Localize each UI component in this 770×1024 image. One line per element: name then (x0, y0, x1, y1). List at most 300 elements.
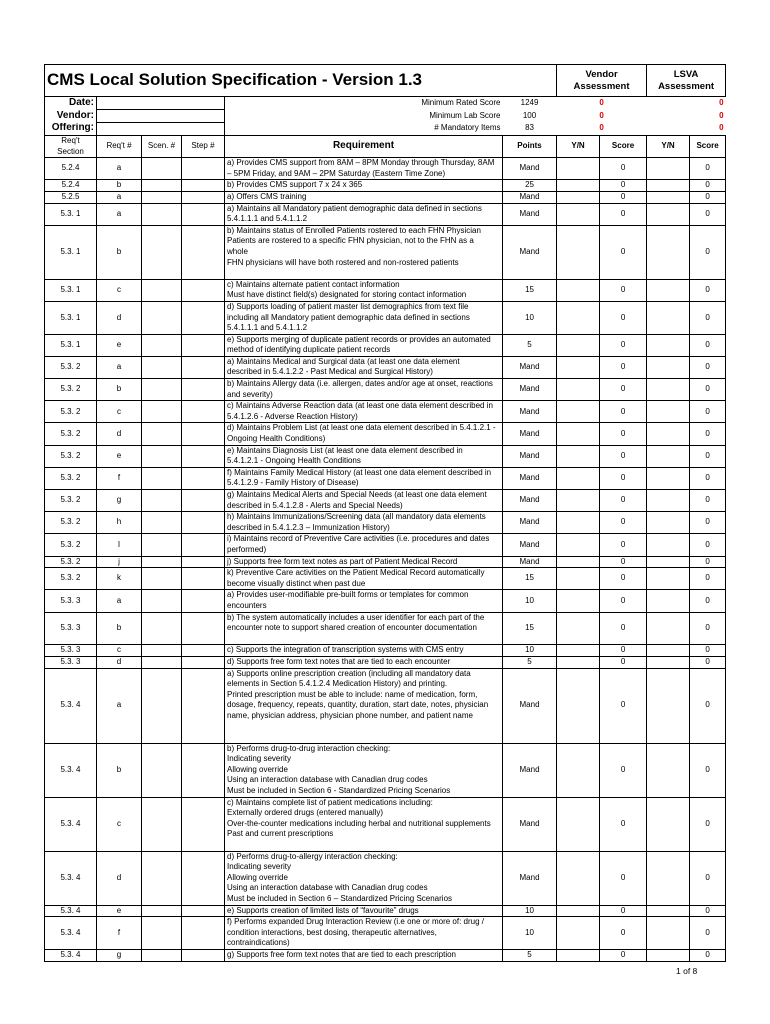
lsva-score-cell: 0 (690, 917, 726, 950)
vendor-score-cell: 0 (600, 512, 647, 534)
requirement-line: dosage, frequency, repeats, quantity, duration, start date, notes, physician (227, 700, 489, 710)
step-cell[interactable] (182, 656, 225, 668)
lsva-yn-cell[interactable] (647, 379, 690, 401)
vendor-score-cell: 0 (600, 301, 647, 334)
lsva-yn-cell[interactable] (647, 191, 690, 203)
reqt-num-cell: j (97, 556, 142, 568)
requirement-cell (225, 612, 503, 645)
lsva-score-cell: 0 (690, 905, 726, 917)
reqt-section-cell: 5.3. 4 (45, 851, 97, 905)
lsva-yn-cell[interactable] (647, 668, 690, 743)
requirement-line: a) Supports online prescription creation (including all mandatory data (227, 668, 471, 678)
step-cell[interactable] (182, 423, 225, 445)
vendor-score-cell: 0 (600, 180, 647, 192)
reqt-num-cell: I (97, 534, 142, 556)
lsva-yn-cell[interactable] (647, 556, 690, 568)
vendor-score-cell: 0 (600, 656, 647, 668)
table-row (45, 568, 726, 590)
points-cell: Mand (503, 356, 557, 378)
offering-label: Offering: (45, 123, 97, 136)
step-cell[interactable] (182, 556, 225, 568)
requirement-line: Indicating severity (227, 754, 292, 764)
lsva-yn-cell[interactable] (647, 851, 690, 905)
lsva-yn-cell[interactable] (647, 743, 690, 797)
vendor-score-cell: 0 (600, 797, 647, 851)
vendor-yn-cell[interactable] (557, 905, 600, 917)
col-vendor-yn: Y/N (557, 136, 600, 158)
vendor-field[interactable] (97, 110, 225, 123)
vendor-yn-cell[interactable] (557, 612, 600, 645)
vendor-yn-cell[interactable] (557, 512, 600, 534)
col-points: Points (503, 136, 557, 158)
points-cell: Mand (503, 191, 557, 203)
points-cell: 5 (503, 656, 557, 668)
scen-cell[interactable] (142, 612, 182, 645)
requirement-line: Patients are rostered to a specific FHN physician, not to the FHN as a (227, 236, 474, 246)
vendor-score-cell: 0 (600, 590, 647, 612)
vendor-score-cell: 0 (600, 279, 647, 301)
requirement-line (227, 721, 500, 732)
step-cell[interactable] (182, 797, 225, 851)
requirement-line: e) Supports creation of limited lists of “favourite” drugs (227, 905, 419, 915)
lsva-score-cell: 0 (690, 568, 726, 590)
requirement-line: 5.4.1.1.1 and 5.4.1.1.2 (227, 323, 308, 333)
requirement-line: a) Provides CMS support from 8AM – 8PM Monday through Thursday, 8AM (227, 158, 495, 168)
vendor-yn-cell[interactable] (557, 534, 600, 556)
vendor-yn-cell[interactable] (557, 656, 600, 668)
step-cell[interactable] (182, 905, 225, 917)
col-reqt-num: Req't # (97, 136, 142, 158)
step-cell[interactable] (182, 225, 225, 279)
date-field[interactable] (97, 97, 225, 110)
reqt-section-cell: 5.3. 1 (45, 203, 97, 225)
table-row (45, 534, 726, 556)
requirement-line: become visually distinct when past due (227, 578, 366, 588)
lsva-yn-cell[interactable] (647, 490, 690, 512)
lsva-min-rated-score: 0 (719, 97, 724, 107)
requirement-cell (225, 490, 503, 512)
reqt-num-cell: c (97, 279, 142, 301)
step-cell[interactable] (182, 356, 225, 378)
step-cell[interactable] (182, 301, 225, 334)
vendor-min-lab-score: 0 (599, 110, 604, 120)
lsva-score-cell: 0 (690, 668, 726, 743)
scen-cell[interactable] (142, 743, 182, 797)
requirement-line: f) Maintains Family Medical History (at least one data element described in (227, 467, 492, 477)
lsva-yn-cell[interactable] (647, 905, 690, 917)
reqt-num-cell: d (97, 656, 142, 668)
reqt-num-cell: a (97, 356, 142, 378)
vendor-score-cell: 0 (600, 917, 647, 950)
requirement-cell (225, 334, 503, 356)
lsva-yn-cell[interactable] (647, 301, 690, 334)
reqt-num-cell: c (97, 797, 142, 851)
lsva-yn-cell[interactable] (647, 158, 690, 180)
lsva-yn-cell[interactable] (647, 467, 690, 489)
table-row (45, 917, 726, 950)
points-cell: Mand (503, 467, 557, 489)
table-row (45, 279, 726, 301)
requirement-cell (225, 301, 503, 334)
vendor-score-cell: 0 (600, 612, 647, 645)
step-cell[interactable] (182, 568, 225, 590)
lsva-yn-cell[interactable] (647, 612, 690, 645)
scen-cell[interactable] (142, 334, 182, 356)
requirement-cell (225, 191, 503, 203)
vendor-yn-cell[interactable] (557, 379, 600, 401)
vendor-yn-cell[interactable] (557, 568, 600, 590)
points-cell: Mand (503, 512, 557, 534)
vendor-yn-cell[interactable] (557, 490, 600, 512)
requirement-line: e) Maintains Diagnosis List (at least one data element described in (227, 445, 463, 455)
reqt-num-cell: a (97, 668, 142, 743)
lsva-score-cell: 0 (690, 401, 726, 423)
vendor-yn-cell[interactable] (557, 191, 600, 203)
step-cell[interactable] (182, 512, 225, 534)
scen-cell[interactable] (142, 905, 182, 917)
vendor-score-cell: 0 (600, 645, 647, 657)
lsva-yn-cell[interactable] (647, 949, 690, 961)
step-cell[interactable] (182, 851, 225, 905)
scen-cell[interactable] (142, 356, 182, 378)
lsva-yn-cell[interactable] (647, 279, 690, 301)
scen-cell[interactable] (142, 917, 182, 950)
step-cell[interactable] (182, 668, 225, 743)
requirement-cell (225, 534, 503, 556)
scen-cell[interactable] (142, 379, 182, 401)
requirement-line: a) Maintains Medical and Surgical data (at least one data element (227, 356, 460, 366)
requirement-line: d) Performs drug-to-allergy interaction checking: (227, 851, 398, 861)
requirement-line: j) Supports free form text notes as part of Patient Medical Record (227, 556, 458, 566)
offering-field[interactable] (97, 123, 225, 136)
lsva-yn-cell[interactable] (647, 917, 690, 950)
reqt-num-cell: g (97, 490, 142, 512)
requirement-line: c) Supports the integration of transcription systems with CMS entry (227, 645, 464, 655)
lsva-yn-cell[interactable] (647, 356, 690, 378)
scen-cell[interactable] (142, 423, 182, 445)
step-cell[interactable] (182, 534, 225, 556)
lsva-yn-cell[interactable] (647, 797, 690, 851)
reqt-num-cell: a (97, 203, 142, 225)
vendor-mand-items-score: 0 (599, 123, 604, 133)
requirement-cell (225, 356, 503, 378)
vendor-yn-cell[interactable] (557, 423, 600, 445)
requirement-line: encounter note to support shared creation of encounter documentation (227, 623, 477, 633)
requirement-line: FHN physicians will have both rostered and non-rostered patients (227, 257, 459, 267)
requirement-line: described in 5.4.1.2.2 - Past Medical and Surgical History) (227, 367, 433, 377)
step-cell[interactable] (182, 590, 225, 612)
requirement-line: whole (227, 246, 248, 256)
requirement-cell (225, 590, 503, 612)
vendor-score-cell: 0 (600, 534, 647, 556)
points-cell: 10 (503, 301, 557, 334)
requirement-cell (225, 797, 503, 851)
vendor-yn-cell[interactable] (557, 401, 600, 423)
doc-title: CMS Local Solution Specification - Version 1.3 (45, 65, 557, 97)
requirement-line: 5.4.1.2.6 - Adverse Reaction History) (227, 411, 358, 421)
table-row (45, 423, 726, 445)
lsva-yn-cell[interactable] (647, 656, 690, 668)
vendor-assessment-header: Vendor Assessment (557, 65, 647, 97)
scen-cell[interactable] (142, 279, 182, 301)
vendor-yn-cell[interactable] (557, 797, 600, 851)
reqt-num-cell: a (97, 590, 142, 612)
col-requirement: Requirement (225, 136, 503, 158)
step-cell[interactable] (182, 612, 225, 645)
reqt-section-cell: 5.3. 2 (45, 356, 97, 378)
points-cell: 10 (503, 905, 557, 917)
reqt-section-cell: 5.3. 2 (45, 379, 97, 401)
date-label: Date: (45, 97, 97, 110)
vendor-yn-cell[interactable] (557, 851, 600, 905)
lsva-score-cell: 0 (690, 512, 726, 534)
requirement-line (227, 840, 500, 851)
table-row (45, 334, 726, 356)
vendor-yn-cell[interactable] (557, 467, 600, 489)
min-rated-label: Minimum Rated Score (421, 97, 501, 107)
requirement-line: k) Preventive Care activities on the Patient Medical Record automatically (227, 568, 485, 578)
step-cell[interactable] (182, 743, 225, 797)
table-row (45, 379, 726, 401)
scen-cell[interactable] (142, 445, 182, 467)
vendor-yn-cell[interactable] (557, 225, 600, 279)
step-cell[interactable] (182, 645, 225, 657)
step-cell[interactable] (182, 379, 225, 401)
requirement-cell (225, 743, 503, 797)
points-cell: 10 (503, 917, 557, 950)
scen-cell[interactable] (142, 158, 182, 180)
lsva-score-cell: 0 (690, 556, 726, 568)
lsva-score-cell: 0 (690, 203, 726, 225)
mand-items-label: # Mandatory Items (434, 123, 501, 133)
step-cell[interactable] (182, 445, 225, 467)
reqt-section-cell: 5.3. 2 (45, 556, 97, 568)
reqt-section-cell: 5.3. 2 (45, 512, 97, 534)
reqt-section-cell: 5.3. 4 (45, 743, 97, 797)
lsva-score-cell: 0 (690, 656, 726, 668)
requirement-line: Must have distinct field(s) designated for storing contact information (227, 290, 467, 300)
vendor-yn-cell[interactable] (557, 645, 600, 657)
lsva-yn-cell[interactable] (647, 203, 690, 225)
reqt-num-cell: c (97, 645, 142, 657)
table-row (45, 401, 726, 423)
min-lab-label: Minimum Lab Score (429, 110, 501, 120)
vendor-yn-cell[interactable] (557, 590, 600, 612)
requirement-line: e) Supports merging of duplicate patient records or provides an automated (227, 334, 491, 344)
scen-cell[interactable] (142, 656, 182, 668)
reqt-num-cell: b (97, 612, 142, 645)
reqt-section-cell: 5.3. 4 (45, 949, 97, 961)
lsva-score-cell: 0 (690, 334, 726, 356)
lsva-yn-cell[interactable] (647, 334, 690, 356)
lsva-yn-cell[interactable] (647, 445, 690, 467)
requirement-line: Externally ordered drugs (entered manually) (227, 808, 384, 818)
col-lsva-yn: Y/N (647, 136, 690, 158)
step-cell[interactable] (182, 191, 225, 203)
lsva-yn-cell[interactable] (647, 401, 690, 423)
reqt-num-cell: g (97, 949, 142, 961)
lsva-score-cell: 0 (690, 180, 726, 192)
scen-cell[interactable] (142, 590, 182, 612)
table-row (45, 656, 726, 668)
step-cell[interactable] (182, 279, 225, 301)
reqt-section-cell: 5.3. 4 (45, 905, 97, 917)
lsva-score-cell: 0 (690, 534, 726, 556)
lsva-yn-cell[interactable] (647, 180, 690, 192)
vendor-yn-cell[interactable] (557, 743, 600, 797)
step-cell[interactable] (182, 334, 225, 356)
scen-cell[interactable] (142, 467, 182, 489)
requirement-line: a) Provides user-modifiable pre-built forms or templates for common (227, 590, 469, 600)
requirement-line: method of identifying duplicate patient records (227, 345, 391, 355)
points-cell: Mand (503, 743, 557, 797)
vendor-yn-cell[interactable] (557, 279, 600, 301)
scen-cell[interactable] (142, 851, 182, 905)
table-row (45, 356, 726, 378)
step-cell[interactable] (182, 917, 225, 950)
requirement-line: c) Maintains Adverse Reaction data (at least one data element described in (227, 401, 493, 411)
lsva-assessment-header: LSVA Assessment (647, 65, 726, 97)
reqt-section-cell: 5.3. 2 (45, 534, 97, 556)
scen-cell[interactable] (142, 668, 182, 743)
vendor-score-cell: 0 (600, 225, 647, 279)
col-step: Step # (182, 136, 225, 158)
col-lsva-score: Score (690, 136, 726, 158)
scen-cell[interactable] (142, 401, 182, 423)
reqt-section-cell: 5.2.4 (45, 180, 97, 192)
vendor-label: Vendor: (45, 110, 97, 123)
vendor-yn-cell[interactable] (557, 917, 600, 950)
requirement-line: d) Supports loading of patient master list demographics from text file (227, 301, 469, 311)
reqt-section-cell: 5.2.4 (45, 158, 97, 180)
requirement-line (227, 634, 500, 645)
col-reqt-section: Req't Section (45, 136, 97, 158)
reqt-num-cell: e (97, 445, 142, 467)
lsva-yn-cell[interactable] (647, 512, 690, 534)
scen-cell[interactable] (142, 949, 182, 961)
vendor-yn-cell[interactable] (557, 556, 600, 568)
lsva-yn-cell[interactable] (647, 590, 690, 612)
requirement-line: encounters (227, 600, 267, 610)
step-cell[interactable] (182, 401, 225, 423)
vendor-yn-cell[interactable] (557, 668, 600, 743)
requirement-cell (225, 556, 503, 568)
step-cell[interactable] (182, 490, 225, 512)
reqt-section-cell: 5.3. 3 (45, 612, 97, 645)
reqt-section-cell: 5.3. 4 (45, 668, 97, 743)
scen-cell[interactable] (142, 225, 182, 279)
step-cell[interactable] (182, 203, 225, 225)
lsva-yn-cell[interactable] (647, 534, 690, 556)
points-cell: 10 (503, 590, 557, 612)
scen-cell[interactable] (142, 568, 182, 590)
requirement-cell (225, 917, 503, 950)
vendor-score-cell: 0 (600, 158, 647, 180)
requirement-line: contraindications) (227, 938, 290, 948)
vendor-yn-cell[interactable] (557, 203, 600, 225)
requirement-line: 5.4.1.2.1 - Ongoing Health Conditions (227, 456, 361, 466)
requirement-line (227, 732, 500, 743)
requirement-line: c) Maintains complete list of patient medications including: (227, 797, 433, 807)
scen-cell[interactable] (142, 180, 182, 192)
reqt-section-cell: 5.3. 2 (45, 423, 97, 445)
reqt-num-cell: a (97, 191, 142, 203)
reqt-num-cell: e (97, 334, 142, 356)
reqt-num-cell: f (97, 467, 142, 489)
requirement-cell (225, 668, 503, 743)
points-cell: Mand (503, 556, 557, 568)
requirement-line: Ongoing Health Conditions) (227, 434, 326, 444)
requirement-cell (225, 445, 503, 467)
lsva-yn-cell[interactable] (647, 423, 690, 445)
table-row (45, 512, 726, 534)
points-cell: 15 (503, 279, 557, 301)
vendor-min-rated-score: 0 (599, 97, 604, 107)
requirement-line: b) Maintains status of Enrolled Patients rostered to each FHN Physician (227, 225, 481, 235)
lsva-min-lab-score: 0 (719, 110, 724, 120)
table-row (45, 445, 726, 467)
vendor-yn-cell[interactable] (557, 301, 600, 334)
table-row (45, 556, 726, 568)
lsva-yn-cell[interactable] (647, 225, 690, 279)
scen-cell[interactable] (142, 797, 182, 851)
vendor-score-cell: 0 (600, 568, 647, 590)
scen-cell[interactable] (142, 191, 182, 203)
reqt-section-cell: 5.3. 2 (45, 467, 97, 489)
points-cell: Mand (503, 851, 557, 905)
requirement-line: g) Supports free form text notes that are tied to each prescription (227, 949, 457, 959)
scen-cell[interactable] (142, 556, 182, 568)
requirement-line: described in 5.4.1.2.8 - Alerts and Special Needs) (227, 500, 403, 510)
step-cell[interactable] (182, 949, 225, 961)
requirement-line: Indicating severity (227, 862, 292, 872)
scen-cell[interactable] (142, 645, 182, 657)
reqt-section-cell: 5.3. 4 (45, 797, 97, 851)
vendor-yn-cell[interactable] (557, 334, 600, 356)
vendor-yn-cell[interactable] (557, 445, 600, 467)
step-cell[interactable] (182, 467, 225, 489)
requirement-line: including all Mandatory patient demographic data defined in sections (227, 312, 470, 322)
reqt-num-cell: b (97, 180, 142, 192)
lsva-score-cell: 0 (690, 490, 726, 512)
requirement-line: b) Performs drug-to-drug interaction checking: (227, 743, 391, 753)
points-cell: Mand (503, 668, 557, 743)
col-vendor-score: Score (600, 136, 647, 158)
points-cell: Mand (503, 490, 557, 512)
step-cell[interactable] (182, 158, 225, 180)
reqt-section-cell: 5.3. 3 (45, 590, 97, 612)
points-cell: Mand (503, 423, 557, 445)
vendor-yn-cell[interactable] (557, 180, 600, 192)
lsva-yn-cell[interactable] (647, 645, 690, 657)
requirement-line: Allowing override (227, 764, 288, 774)
lsva-yn-cell[interactable] (647, 568, 690, 590)
vendor-yn-cell[interactable] (557, 158, 600, 180)
requirement-line: and severity) (227, 389, 273, 399)
reqt-section-cell: 5.3. 1 (45, 279, 97, 301)
step-cell[interactable] (182, 180, 225, 192)
reqt-section-cell: 5.3. 1 (45, 225, 97, 279)
vendor-yn-cell[interactable] (557, 949, 600, 961)
requirement-cell (225, 656, 503, 668)
scen-cell[interactable] (142, 203, 182, 225)
scen-cell[interactable] (142, 534, 182, 556)
vendor-yn-cell[interactable] (557, 356, 600, 378)
scen-cell[interactable] (142, 301, 182, 334)
scen-cell[interactable] (142, 490, 182, 512)
scen-cell[interactable] (142, 512, 182, 534)
points-cell: Mand (503, 401, 557, 423)
